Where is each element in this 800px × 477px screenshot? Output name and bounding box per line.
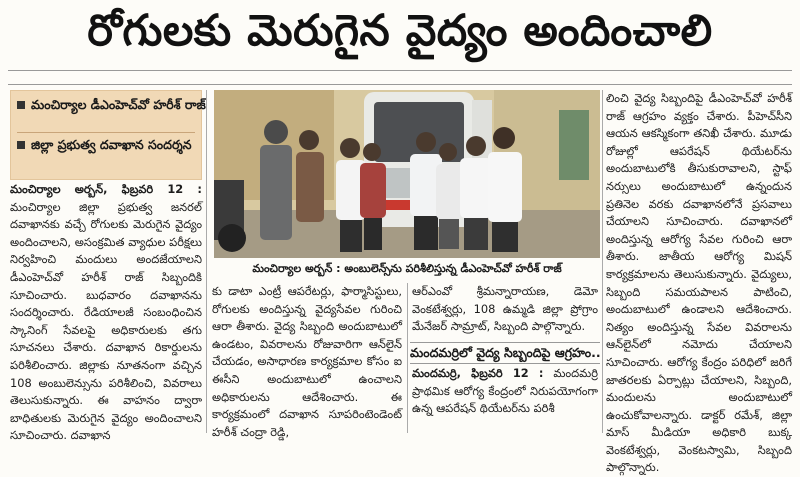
highlight-divider [17, 132, 195, 133]
highlights-box [10, 90, 206, 180]
body-text: ఆర్ఎంవో శ్రీమన్నారాయణ, డెమో వెంకటేశ్వర్లు, 108 ఉమ్మడి జిల్లా ప్రోగ్రాం మేనేజర్ సామ్రాట్, సిబ్బంది పాల్గొన్నారు. [412, 284, 598, 334]
column-rule [407, 283, 408, 433]
body-text: మంచిర్యాల జిల్లా ప్రభుత్వ జనరల్ దవాఖానకు వచ్చే రోగులకు మెరుగైన వైద్యం అందించాలని, అసంక్రమిత వ్యాధుల పరీక్షలు నిర్వహించి మందులు అందజేయాలని డీఎంహెచ్‌వో హరీశ్ రాజ్ సిబ్బందికి సూచించారు. బుధవారం దవాఖానను సందర్శించారు. రేడియాలజీ సంబంధించిన స్కానింగ్ సేవలపై అధికారులకు తగు సూచనలు చేశారు. దవాఖాన రికార్డులను పరిశీలించారు. జిల్లాకు నూతనంగా వచ్చిన 108 అంబులెన్సును పరిశీలించి, వివరాలు తెలుసుకున్నారు. ఈ వాహనం ద్వారా బాధితులకు మెరుగైన వైద్యం అందించాలని సూచించారు. దవాఖాన [10, 199, 202, 443]
article-column-1 [10, 181, 202, 443]
ambulance-photo-illustration [214, 90, 600, 258]
column-rule [602, 90, 603, 433]
photo-caption: మంచిర్యాల అర్బన్ : అంబులెన్స్‌ను పరిశీలిస్తున్న డీఎంహెచ్‌వో హరీశ్ రాజ్ [252, 262, 562, 275]
article-column-4 [606, 90, 792, 475]
headline-rule [8, 70, 792, 71]
headline-rule-lower [8, 84, 792, 85]
article-column-2 [212, 283, 402, 439]
column-rule [206, 90, 207, 433]
sub-headline: మందమర్రిలో వైద్య సిబ్బందిపై ఆగ్రహం.. [410, 342, 600, 364]
body-text: మందమర్రి ప్రాథమిక ఆరోగ్య కేంద్రంలో నిరుపయోగంగా ఉన్న ఆపరేషన్ థియేటర్‌ను పరిశీ [412, 366, 598, 416]
body-text: కు డాటా ఎంట్రీ ఆపరేటర్లు, ఫార్మాసిస్టులు, రోగులకు అందిస్తున్న వైద్యసేవల గురించి ఆరా తీశారు. వైద్య సిబ్బంది అందుబాటులో ఉండటం, వివరాలను రోజువారిగా ఆన్‌లైన్ చేయడం, అసాధారణ కార్యక్రమాల కోసం ఐ ఈసీని అందుబాటులో ఉంచాలని అధికారులను ఆదేశించారు. ఈ కార్యక్రమంలో దవాఖాన సూపరింటెండెంట్ హరీశ్ చంద్రా రెడ్డి, [212, 284, 402, 439]
article-column-3 [412, 283, 598, 341]
dateline: మంచిర్యాల అర్బన్, ఫిబ్రవరి 12 : [10, 182, 202, 196]
dateline: మందమర్రి, ఫిబ్రవరి 12 : [412, 366, 544, 380]
highlight-item: జిల్లా ప్రభుత్వ దవాఖాన సందర్శన [17, 136, 206, 153]
article-column-3b [412, 365, 598, 433]
news-photo [214, 90, 600, 258]
headline: రోగులకు మెరుగైన వైద్యం అందించాలి [87, 6, 713, 56]
body-text: లించి వైద్య సిబ్బందిపై డీఎంహెచ్‌వో హరీశ్ రాజ్ ఆగ్రహం వ్యక్తం చేశారు. పీహెచ్‌సీని ఆయన ఆకస్మికంగా తనిఖీ చేశారు. మూడు రోజుల్లో ఆపరేషన్ థియేటర్‌ను అందుబాటులోకి తీసుకురావాలని, స్టాఫ్ నర్సులు అందుబాటులో ఉన్నందున ప్రతినెల వరకు దవాఖానలోనే ప్రసవాలు చేయాలని సూచించారు. దవాఖానలో అందిస్తున్న ఆరోగ్య సేవల గురించి ఆరా తీశారు. జాతీయ ఆరోగ్య మిషన్ కార్యక్రమాలను తెలుసుకున్నారు. వైద్యులు, సిబ్బంది సమయపాలన పాటించి, అందుబాటులో ఉండాలని ఆదేశించారు. నిత్యం అందిస్తున్న సేవల వివరాలను ఆన్‌లైన్‌లో నమోదు చేయాలని సూచించారు. ఆరోగ్య కేంద్రం పరిధిలో జరిగే జాతరలకు ఏర్పాట్లు చేయాలని, సిబ్బంది, మందులను అందుబాటులో ఉంచుకోవాలన్నారు. డాక్టర్ రమేశ్, జిల్లా మాస్ మీడియా అధికారి బుక్క వెంకటేశ్వర్లు, వెంకటస్వామి, సిబ్బంది పాల్గొన్నారు. [606, 91, 792, 475]
highlight-item: మంచిర్యాల డీఎంహెచ్‌వో హరీశ్ రాజ్ [17, 96, 206, 113]
